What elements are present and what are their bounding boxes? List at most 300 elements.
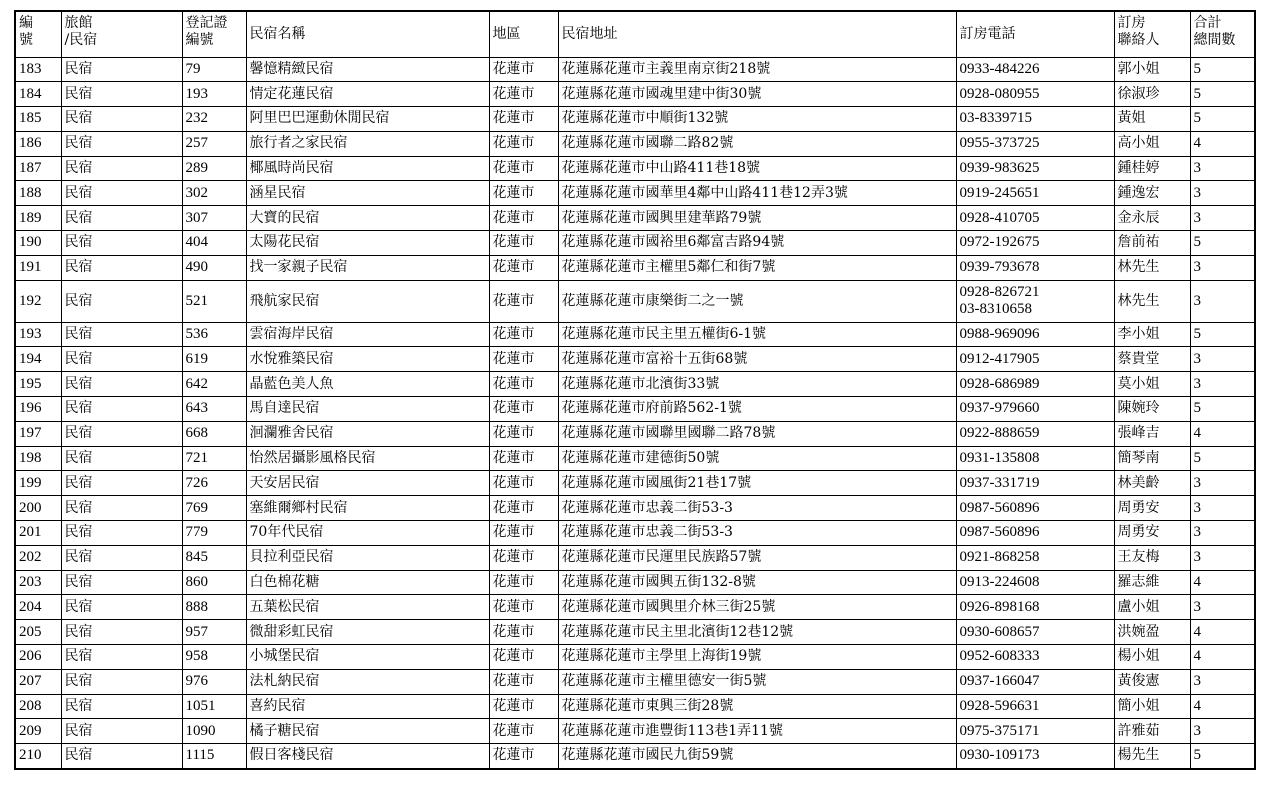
- cell-contact: 詹前祐: [1114, 231, 1190, 256]
- table-row: [15, 620, 1255, 645]
- table-row: [15, 255, 1255, 280]
- cell-name: 橘子糖民宿: [246, 719, 489, 744]
- cell-name: 喜約民宿: [246, 694, 489, 719]
- phone-number: 0930-608657: [959, 623, 1040, 640]
- cell-area: 花蓮市: [489, 570, 558, 595]
- header-area: [489, 11, 558, 57]
- cell-contact: 周勇安: [1114, 496, 1190, 521]
- table-row: [15, 694, 1255, 719]
- cell-contact: 張峰吉: [1114, 421, 1190, 446]
- phone-number: 03-8310658: [959, 301, 1032, 318]
- cell-contact: 高小姐: [1114, 131, 1190, 156]
- table-row: [15, 156, 1255, 181]
- cell-reg: 257: [182, 131, 246, 156]
- cell-rooms: 3: [1190, 181, 1255, 206]
- cell-name: 洄瀾雅舍民宿: [246, 421, 489, 446]
- cell-rooms: 3: [1190, 496, 1255, 521]
- cell-rooms: 5: [1190, 57, 1255, 82]
- cell-no: 209: [15, 719, 61, 744]
- cell-name: 法札納民宿: [246, 669, 489, 694]
- cell-name: 馬自達民宿: [246, 397, 489, 422]
- phone-number: 03-8339715: [959, 110, 1032, 127]
- cell-address: 花蓮縣花蓮市國興里介林三街25號: [558, 595, 956, 620]
- cell-phone: [956, 669, 1114, 694]
- cell-no: 199: [15, 471, 61, 496]
- cell-type: 民宿: [61, 421, 182, 446]
- header-reg-line1: 登記證: [185, 15, 228, 31]
- cell-no: 186: [15, 131, 61, 156]
- cell-reg: 726: [182, 471, 246, 496]
- table-body: [15, 57, 1255, 769]
- cell-name: 微甜彩虹民宿: [246, 620, 489, 645]
- cell-type: 民宿: [61, 496, 182, 521]
- cell-no: 194: [15, 347, 61, 372]
- cell-phone: [956, 471, 1114, 496]
- table-row: [15, 471, 1255, 496]
- cell-contact: 盧小姐: [1114, 595, 1190, 620]
- phone-number: 0928-596631: [959, 698, 1040, 715]
- cell-area: 花蓮市: [489, 719, 558, 744]
- cell-address: 花蓮縣花蓮市主義里南京街218號: [558, 57, 956, 82]
- phone-number: 0937-979660: [959, 400, 1040, 417]
- cell-no: 201: [15, 521, 61, 546]
- cell-phone: [956, 82, 1114, 107]
- cell-name: 怡然居攝影風格民宿: [246, 446, 489, 471]
- table-row: [15, 669, 1255, 694]
- cell-phone: [956, 595, 1114, 620]
- cell-phone: [956, 620, 1114, 645]
- cell-phone: [956, 57, 1114, 82]
- phone-number: 0987-560896: [959, 524, 1040, 541]
- cell-no: 204: [15, 595, 61, 620]
- cell-phone: [956, 397, 1114, 422]
- cell-contact: 鍾逸宏: [1114, 181, 1190, 206]
- cell-address: 花蓮縣花蓮市民運里民族路57號: [558, 545, 956, 570]
- table-row: [15, 82, 1255, 107]
- cell-area: 花蓮市: [489, 231, 558, 256]
- cell-area: 花蓮市: [489, 397, 558, 422]
- cell-phone: [956, 545, 1114, 570]
- table-row: [15, 595, 1255, 620]
- cell-reg: 976: [182, 669, 246, 694]
- cell-type: 民宿: [61, 181, 182, 206]
- header-no: [15, 11, 61, 57]
- phone-number: 0928-410705: [959, 209, 1040, 226]
- header-rooms-line2: 總間數: [1193, 32, 1236, 48]
- cell-reg: 404: [182, 231, 246, 256]
- cell-type: 民宿: [61, 347, 182, 372]
- cell-phone: [956, 521, 1114, 546]
- cell-area: 花蓮市: [489, 322, 558, 347]
- bnb-registry-table: [14, 10, 1256, 770]
- cell-rooms: 3: [1190, 255, 1255, 280]
- cell-area: 花蓮市: [489, 181, 558, 206]
- cell-name: 雲宿海岸民宿: [246, 322, 489, 347]
- cell-no: 197: [15, 421, 61, 446]
- cell-phone: [956, 496, 1114, 521]
- phone-number: 0912-417905: [959, 350, 1040, 367]
- cell-phone: [956, 280, 1114, 322]
- cell-address: 花蓮縣花蓮市國民九街59號: [558, 744, 956, 769]
- cell-area: 花蓮市: [489, 82, 558, 107]
- cell-address: 花蓮縣花蓮市國聯里國聯二路78號: [558, 421, 956, 446]
- header-type: [61, 11, 182, 57]
- cell-reg: 668: [182, 421, 246, 446]
- cell-name: 涵星民宿: [246, 181, 489, 206]
- cell-type: 民宿: [61, 744, 182, 769]
- cell-reg: 193: [182, 82, 246, 107]
- cell-area: 花蓮市: [489, 595, 558, 620]
- header-phone-line1: 訂房電話: [959, 25, 1016, 42]
- cell-contact: 楊先生: [1114, 744, 1190, 769]
- cell-name: 貝拉利亞民宿: [246, 545, 489, 570]
- cell-area: 花蓮市: [489, 131, 558, 156]
- cell-name: 小城堡民宿: [246, 645, 489, 670]
- cell-rooms: 3: [1190, 595, 1255, 620]
- cell-reg: 769: [182, 496, 246, 521]
- cell-name: 旅行者之家民宿: [246, 131, 489, 156]
- cell-address: 花蓮縣花蓮市中順街132號: [558, 107, 956, 132]
- cell-contact: 王友梅: [1114, 545, 1190, 570]
- cell-no: 210: [15, 744, 61, 769]
- table-row: [15, 231, 1255, 256]
- cell-type: 民宿: [61, 471, 182, 496]
- cell-type: 民宿: [61, 595, 182, 620]
- cell-name: 太陽花民宿: [246, 231, 489, 256]
- cell-reg: 1051: [182, 694, 246, 719]
- cell-no: 193: [15, 322, 61, 347]
- cell-type: 民宿: [61, 669, 182, 694]
- cell-address: 花蓮縣花蓮市主學里上海街19號: [558, 645, 956, 670]
- cell-type: 民宿: [61, 107, 182, 132]
- table-row: [15, 446, 1255, 471]
- cell-area: 花蓮市: [489, 107, 558, 132]
- cell-contact: 徐淑珍: [1114, 82, 1190, 107]
- cell-phone: [956, 181, 1114, 206]
- table-row: [15, 322, 1255, 347]
- table-row: [15, 744, 1255, 769]
- cell-no: 188: [15, 181, 61, 206]
- cell-type: 民宿: [61, 570, 182, 595]
- cell-rooms: 3: [1190, 471, 1255, 496]
- table-row: [15, 521, 1255, 546]
- cell-area: 花蓮市: [489, 446, 558, 471]
- header-contact-line1: 訂房: [1117, 15, 1146, 31]
- phone-number: 0952-608333: [959, 648, 1040, 665]
- cell-rooms: 4: [1190, 694, 1255, 719]
- cell-contact: 林先生: [1114, 255, 1190, 280]
- phone-number: 0928-080955: [959, 85, 1040, 102]
- cell-address: 花蓮縣花蓮市富裕十五街68號: [558, 347, 956, 372]
- header-name: [246, 11, 489, 57]
- cell-rooms: 4: [1190, 570, 1255, 595]
- cell-name: 五葉松民宿: [246, 595, 489, 620]
- phone-number: 0933-484226: [959, 60, 1040, 77]
- phone-number: 0939-793678: [959, 259, 1040, 276]
- cell-rooms: 5: [1190, 397, 1255, 422]
- table-row: [15, 131, 1255, 156]
- cell-rooms: 5: [1190, 446, 1255, 471]
- cell-address: 花蓮縣花蓮市國魂里建中街30號: [558, 82, 956, 107]
- cell-area: 花蓮市: [489, 669, 558, 694]
- cell-no: 206: [15, 645, 61, 670]
- cell-contact: 林美齡: [1114, 471, 1190, 496]
- cell-rooms: 4: [1190, 421, 1255, 446]
- cell-name: 情定花蓮民宿: [246, 82, 489, 107]
- cell-address: 花蓮縣花蓮市忠義二街53-3: [558, 521, 956, 546]
- cell-contact: 楊小姐: [1114, 645, 1190, 670]
- cell-address: 花蓮縣花蓮市民主里北濱街12巷12號: [558, 620, 956, 645]
- table-row: [15, 347, 1255, 372]
- cell-reg: 1090: [182, 719, 246, 744]
- header-contact-line2: 聯絡人: [1117, 32, 1160, 48]
- table-header: [15, 11, 1255, 57]
- cell-type: 民宿: [61, 57, 182, 82]
- cell-name: 馨憶精緻民宿: [246, 57, 489, 82]
- cell-type: 民宿: [61, 372, 182, 397]
- cell-address: 花蓮縣花蓮市康樂街二之一號: [558, 280, 956, 322]
- cell-rooms: 5: [1190, 322, 1255, 347]
- cell-no: 192: [15, 280, 61, 322]
- table-row: [15, 421, 1255, 446]
- cell-reg: 536: [182, 322, 246, 347]
- cell-contact: 黃姐: [1114, 107, 1190, 132]
- cell-reg: 860: [182, 570, 246, 595]
- cell-rooms: 5: [1190, 107, 1255, 132]
- phone-number: 0972-192675: [959, 234, 1040, 251]
- cell-phone: [956, 156, 1114, 181]
- cell-rooms: 5: [1190, 82, 1255, 107]
- phone-number: 0939-983625: [959, 160, 1040, 177]
- cell-area: 花蓮市: [489, 156, 558, 181]
- cell-area: 花蓮市: [489, 645, 558, 670]
- cell-type: 民宿: [61, 521, 182, 546]
- cell-phone: [956, 446, 1114, 471]
- cell-area: 花蓮市: [489, 280, 558, 322]
- cell-rooms: 5: [1190, 231, 1255, 256]
- header-reg: [182, 11, 246, 57]
- header-row: [15, 11, 1255, 57]
- cell-address: 花蓮縣花蓮市主權里德安一街5號: [558, 669, 956, 694]
- cell-name: 大寶的民宿: [246, 206, 489, 231]
- cell-contact: 簡小姐: [1114, 694, 1190, 719]
- table-row: [15, 57, 1255, 82]
- cell-phone: [956, 744, 1114, 769]
- cell-type: 民宿: [61, 645, 182, 670]
- cell-rooms: 3: [1190, 669, 1255, 694]
- phone-number: 0919-245651: [959, 184, 1040, 201]
- cell-address: 花蓮縣花蓮市東興三街28號: [558, 694, 956, 719]
- cell-address: 花蓮縣花蓮市府前路562-1號: [558, 397, 956, 422]
- table-row: [15, 397, 1255, 422]
- cell-reg: 521: [182, 280, 246, 322]
- cell-type: 民宿: [61, 694, 182, 719]
- cell-no: 183: [15, 57, 61, 82]
- cell-no: 187: [15, 156, 61, 181]
- cell-no: 208: [15, 694, 61, 719]
- cell-address: 花蓮縣花蓮市忠義二街53-3: [558, 496, 956, 521]
- cell-no: 200: [15, 496, 61, 521]
- cell-no: 189: [15, 206, 61, 231]
- cell-type: 民宿: [61, 620, 182, 645]
- table-row: [15, 107, 1255, 132]
- cell-name: 晶藍色美人魚: [246, 372, 489, 397]
- cell-contact: 鍾桂婷: [1114, 156, 1190, 181]
- phone-number: 0928-826721: [959, 284, 1040, 301]
- cell-area: 花蓮市: [489, 57, 558, 82]
- header-reg-line2: 編號: [185, 32, 214, 48]
- cell-reg: 289: [182, 156, 246, 181]
- cell-reg: 779: [182, 521, 246, 546]
- header-type-line1: 旅館: [64, 15, 93, 31]
- phone-number: 0921-868258: [959, 549, 1040, 566]
- cell-contact: 黃俊憲: [1114, 669, 1190, 694]
- cell-area: 花蓮市: [489, 347, 558, 372]
- cell-phone: [956, 255, 1114, 280]
- cell-area: 花蓮市: [489, 496, 558, 521]
- cell-address: 花蓮縣花蓮市國裕里6鄰富吉路94號: [558, 231, 956, 256]
- cell-no: 190: [15, 231, 61, 256]
- cell-rooms: 3: [1190, 372, 1255, 397]
- cell-reg: 958: [182, 645, 246, 670]
- cell-type: 民宿: [61, 719, 182, 744]
- cell-type: 民宿: [61, 156, 182, 181]
- cell-address: 花蓮縣花蓮市國華里4鄰中山路411巷12弄3號: [558, 181, 956, 206]
- cell-type: 民宿: [61, 255, 182, 280]
- cell-type: 民宿: [61, 131, 182, 156]
- cell-address: 花蓮縣花蓮市國興五街132-8號: [558, 570, 956, 595]
- cell-reg: 888: [182, 595, 246, 620]
- cell-reg: 642: [182, 372, 246, 397]
- cell-rooms: 5: [1190, 744, 1255, 769]
- cell-phone: [956, 421, 1114, 446]
- cell-no: 195: [15, 372, 61, 397]
- cell-no: 196: [15, 397, 61, 422]
- cell-type: 民宿: [61, 82, 182, 107]
- cell-address: 花蓮縣花蓮市中山路411巷18號: [558, 156, 956, 181]
- cell-phone: [956, 570, 1114, 595]
- cell-name: 找一家親子民宿: [246, 255, 489, 280]
- cell-type: 民宿: [61, 280, 182, 322]
- cell-reg: 845: [182, 545, 246, 570]
- header-no-line2: 號: [19, 32, 33, 48]
- cell-phone: [956, 131, 1114, 156]
- cell-phone: [956, 347, 1114, 372]
- cell-no: 198: [15, 446, 61, 471]
- cell-phone: [956, 231, 1114, 256]
- cell-area: 花蓮市: [489, 471, 558, 496]
- cell-rooms: 3: [1190, 156, 1255, 181]
- table-row: [15, 181, 1255, 206]
- cell-reg: 302: [182, 181, 246, 206]
- phone-number: 0988-969096: [959, 326, 1040, 343]
- header-rooms-line1: 合計: [1193, 15, 1222, 31]
- phone-number: 0937-331719: [959, 474, 1040, 491]
- cell-name: 飛航家民宿: [246, 280, 489, 322]
- cell-address: 花蓮縣花蓮市國聯二路82號: [558, 131, 956, 156]
- table-row: [15, 545, 1255, 570]
- header-contact: [1114, 11, 1190, 57]
- cell-contact: 郭小姐: [1114, 57, 1190, 82]
- cell-area: 花蓮市: [489, 206, 558, 231]
- cell-area: 花蓮市: [489, 744, 558, 769]
- cell-address: 花蓮縣花蓮市主權里5鄰仁和街7號: [558, 255, 956, 280]
- table-row: [15, 280, 1255, 322]
- cell-contact: 羅志維: [1114, 570, 1190, 595]
- cell-address: 花蓮縣花蓮市國興里建華路79號: [558, 206, 956, 231]
- phone-number: 0975-375171: [959, 722, 1040, 739]
- cell-name: 白色棉花糖: [246, 570, 489, 595]
- cell-contact: 李小姐: [1114, 322, 1190, 347]
- cell-contact: 蔡貴堂: [1114, 347, 1190, 372]
- cell-phone: [956, 694, 1114, 719]
- cell-type: 民宿: [61, 206, 182, 231]
- cell-reg: 490: [182, 255, 246, 280]
- cell-name: 椰風時尚民宿: [246, 156, 489, 181]
- phone-number: 0926-898168: [959, 598, 1040, 615]
- cell-contact: 洪婉盈: [1114, 620, 1190, 645]
- cell-rooms: 3: [1190, 347, 1255, 372]
- cell-name: 阿里巴巴運動休閒民宿: [246, 107, 489, 132]
- cell-phone: [956, 107, 1114, 132]
- cell-rooms: 4: [1190, 645, 1255, 670]
- cell-reg: 721: [182, 446, 246, 471]
- header-rooms: [1190, 11, 1255, 57]
- cell-name: 70年代民宿: [246, 521, 489, 546]
- cell-address: 花蓮縣花蓮市進豐街113巷1弄11號: [558, 719, 956, 744]
- cell-contact: 金永辰: [1114, 206, 1190, 231]
- cell-contact: 許雅茹: [1114, 719, 1190, 744]
- cell-address: 花蓮縣花蓮市國風街21巷17號: [558, 471, 956, 496]
- phone-number: 0987-560896: [959, 499, 1040, 516]
- cell-phone: [956, 322, 1114, 347]
- header-type-line2: /民宿: [64, 32, 98, 48]
- cell-reg: 619: [182, 347, 246, 372]
- cell-no: 184: [15, 82, 61, 107]
- cell-reg: 957: [182, 620, 246, 645]
- cell-area: 花蓮市: [489, 372, 558, 397]
- cell-rooms: 3: [1190, 280, 1255, 322]
- table-row: [15, 206, 1255, 231]
- header-phone: [956, 11, 1114, 57]
- cell-no: 207: [15, 669, 61, 694]
- cell-no: 191: [15, 255, 61, 280]
- cell-area: 花蓮市: [489, 620, 558, 645]
- phone-number: 0931-135808: [959, 450, 1040, 467]
- cell-address: 花蓮縣花蓮市民主里五權街6-1號: [558, 322, 956, 347]
- cell-reg: 643: [182, 397, 246, 422]
- table-row: [15, 372, 1255, 397]
- cell-no: 185: [15, 107, 61, 132]
- cell-contact: 簡琴南: [1114, 446, 1190, 471]
- cell-no: 205: [15, 620, 61, 645]
- cell-phone: [956, 372, 1114, 397]
- cell-reg: 79: [182, 57, 246, 82]
- cell-address: 花蓮縣花蓮市建德街50號: [558, 446, 956, 471]
- cell-address: 花蓮縣花蓮市北濱街33號: [558, 372, 956, 397]
- cell-no: 202: [15, 545, 61, 570]
- table-row: [15, 496, 1255, 521]
- header-area-line1: 地區: [492, 25, 521, 42]
- phone-number: 0913-224608: [959, 574, 1040, 591]
- cell-type: 民宿: [61, 231, 182, 256]
- cell-reg: 1115: [182, 744, 246, 769]
- phone-number: 0930-109173: [959, 747, 1040, 764]
- cell-area: 花蓮市: [489, 545, 558, 570]
- cell-name: 天安居民宿: [246, 471, 489, 496]
- cell-rooms: 3: [1190, 545, 1255, 570]
- cell-rooms: 4: [1190, 620, 1255, 645]
